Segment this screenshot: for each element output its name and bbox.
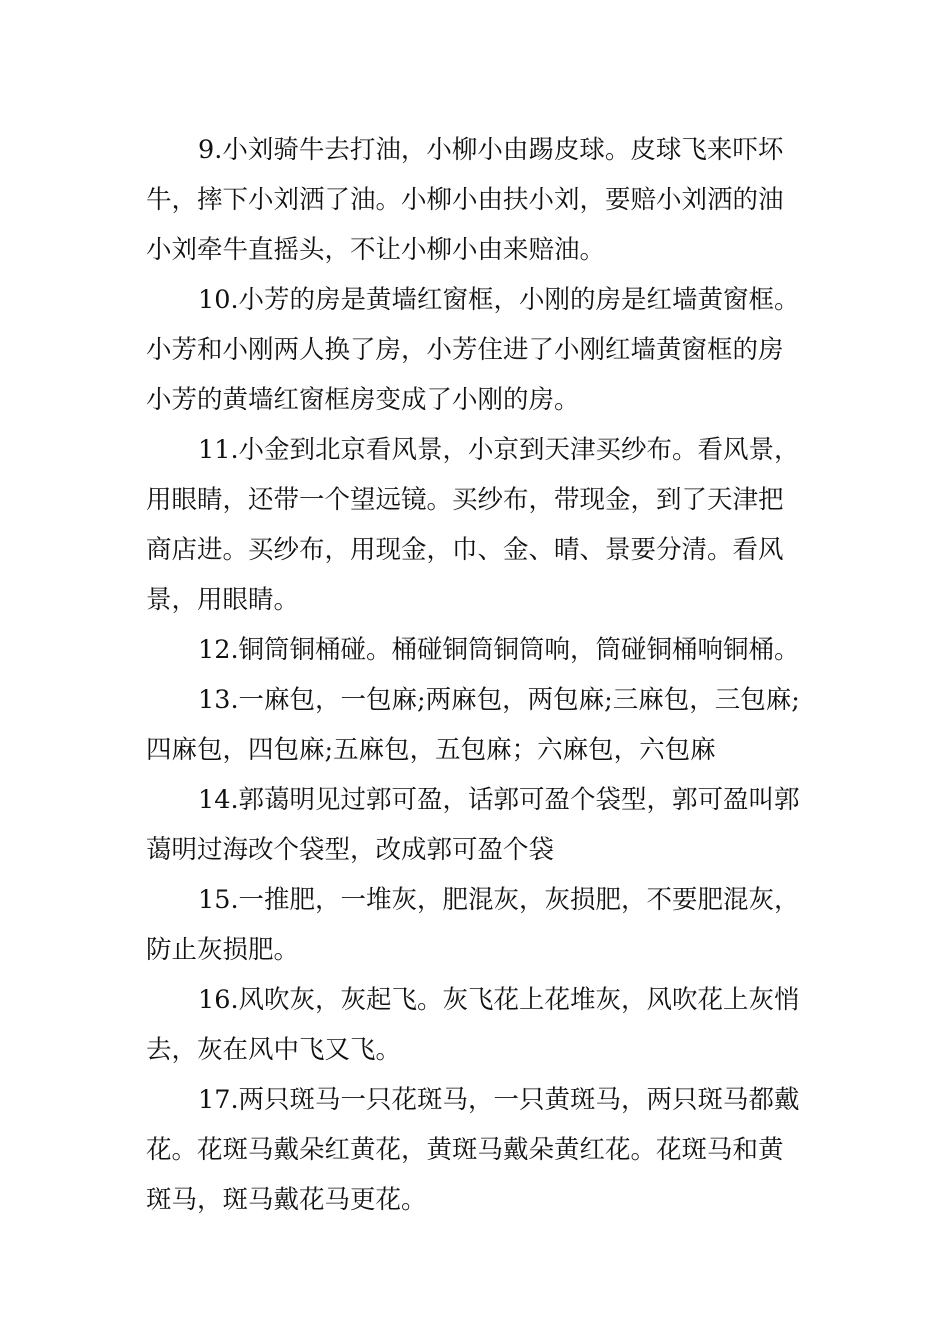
paragraph-line: 小芳的黄墙红窗框房变成了小刚的房。 [146,385,580,415]
paragraph-line: 12.铜筒铜桶碰。桶碰铜筒铜筒响，筒碰铜桶响铜桶。 [198,635,800,665]
paragraph [146,425,836,625]
paragraph-line: 13.一麻包，一包麻;两麻包，两包麻;三麻包，三包麻; [198,685,800,715]
paragraph [146,675,836,775]
paragraph-line: 10.小芳的房是黄墙红窗框，小刚的房是红墙黄窗框。 [198,285,800,315]
paragraph-line: 四麻包，四包麻;五麻包，五包麻；六麻包，六包麻 [146,735,716,765]
paragraph-line: 斑马，斑马戴花马更花。 [146,1185,427,1215]
paragraph-line: 牛，摔下小刘洒了油。小柳小由扶小刘，要赔小刘洒的油 [146,185,784,215]
paragraph-line: 15.一推肥，一堆灰，肥混灰，灰损肥，不要肥混灰， [198,885,800,915]
paragraph [146,875,836,975]
paragraph-line: 16.风吹灰，灰起飞。灰飞花上花堆灰，风吹花上灰悄 [198,985,800,1015]
document-body [146,125,836,1225]
paragraph-line: 用眼睛，还带一个望远镜。买纱布，带现金，到了天津把 [146,485,784,515]
paragraph-line: 去，灰在风中飞又飞。 [146,1035,402,1065]
paragraph-line: 景，用眼睛。 [146,585,300,615]
paragraph-line: 花。花斑马戴朵红黄花，黄斑马戴朵黄红花。花斑马和黄 [146,1135,784,1165]
paragraph-line: 小刘牵牛直摇头，不让小柳小由来赔油。 [146,235,606,265]
paragraph-line: 9.小刘骑牛去打油，小柳小由踢皮球。皮球飞来吓坏 [198,135,784,165]
paragraph-line: 11.小金到北京看风景，小京到天津买纱布。看风景， [198,435,800,465]
paragraph-line: 17.两只斑马一只花斑马，一只黄斑马，两只斑马都戴 [198,1085,800,1115]
paragraph-line: 商店进。买纱布，用现金，巾、金、晴、景要分清。看风 [146,535,784,565]
paragraph [146,275,836,425]
paragraph [146,975,836,1075]
paragraph-line: 蔼明过海改个袋型，改成郭可盈个袋 [146,835,555,865]
paragraph-line: 小芳和小刚两人换了房，小芳住进了小刚红墙黄窗框的房 [146,335,784,365]
paragraph [146,775,836,875]
paragraph-line: 14.郭蔼明见过郭可盈，话郭可盈个袋型，郭可盈叫郭 [198,785,800,815]
paragraph [146,125,836,275]
paragraph [146,1075,836,1225]
paragraph-line: 防止灰损肥。 [146,935,300,965]
paragraph [146,625,836,675]
